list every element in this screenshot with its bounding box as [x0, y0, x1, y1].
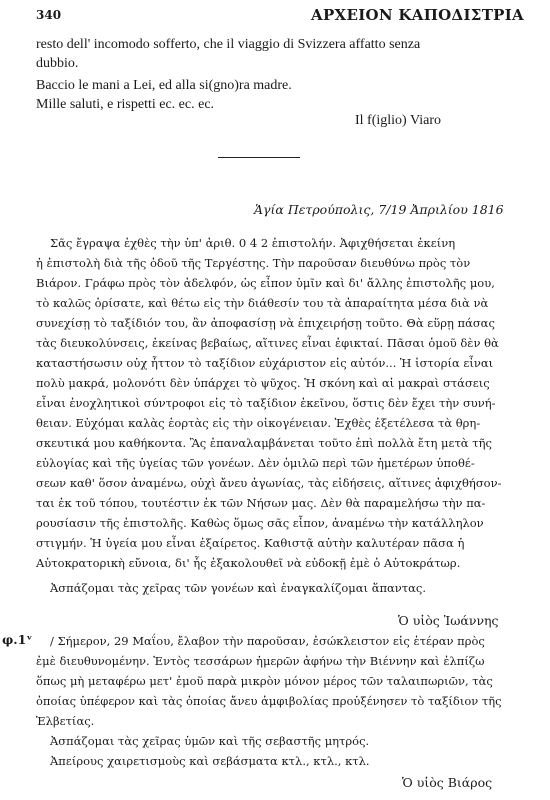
page-header — [36, 6, 524, 26]
text-line: Baccio le mani a Lei, ed alla si(gno)ra madre. — [36, 78, 292, 93]
text-line: Ἀσπάζομαι τὰς χεῖρας τῶν γονέων καὶ ἐναγκαλίζομαι ἅπαντας. — [50, 581, 427, 595]
text-line: Ἀπείρους χαιρετισμοὺς καὶ σεβάσματα κτλ., κτλ., κτλ. — [50, 754, 370, 768]
text-line: εἶναι ἐνοχλητικοὶ σύντροφοι εἰς τὸ ταξίδιον ἐκεῖνου, ὅστις δὲν ἔχει τὴν συνή- — [36, 396, 496, 410]
text-line: Ἑλβετίας. — [36, 714, 95, 728]
section-divider — [218, 157, 300, 158]
signature: Il f(iglio) Viaro — [355, 113, 441, 128]
text-line: πολὺ μακρά, μολονότι δὲν ὑπάρχει τὸ ψῦχος. Ἡ σκόνη καὶ αἱ μακραὶ στάσεις — [36, 376, 490, 390]
text-line: σκευτικά μου καθήκοντα. Ἂς ἐπαναλαμβάνεται τοῦτο ἐπὶ πολλὰ ἔτη μετὰ τῆς — [36, 436, 492, 450]
text-line: εὐλογίας καὶ τῆς ὑγείας τῶν γονέων. Δὲν ὁμιλῶ περὶ τῶν ἡμετέρων ὑποθέ- — [36, 456, 475, 470]
text-line: τὸ καλῶς ὁρίσατε, καὶ θέτω εἰς τὴν διάθεσίν του τὰ ἀπαραίτητα μέσα διὰ νὰ — [36, 296, 489, 310]
dateline: Ἁγία Πετρούπολις, 7/19 Ἀπριλίου 1816 — [254, 202, 504, 217]
text-line: resto dell' incomodo sofferto, che il viaggio di Svizzera affatto senza — [36, 37, 421, 52]
text-line: ὁποίας ὑπέφερον καὶ τὰς ὁποίας ἄνευ ἀμφιβολίας προὐξένησεν τὸ ταξίδιον τῆς — [36, 694, 502, 708]
running-title: ΑΡΧΕΙΟΝ ΚΑΠΟΔΙΣΤΡΙΑ — [311, 6, 524, 24]
signature: Ὁ υἱὸς Ἰωάννης — [398, 613, 499, 628]
signature: Ὁ υἱὸς Βιάρος — [402, 775, 493, 790]
text-line: / Σήμερον, 29 Μαΐου, ἔλαβον τὴν παροῦσαν, ἐσώκλειστον εἰς ἑτέραν πρὸς — [50, 634, 485, 648]
text-line: ἡ ἐπιστολὴ διὰ τῆς ὁδοῦ τῆς Τεργέστης. Τὴν παροῦσαν διευθύνω πρὸς τὸν — [36, 256, 471, 270]
text-line: dubbio. — [36, 56, 79, 71]
text-line: θειαν. Εὐχόμαι καλὰς ἑορτὰς εἰς τὴν οἰκογένειαν. Ἐχθὲς ἐξετέλεσα τὰ θρη- — [36, 416, 481, 430]
text-line: καταστήσωσιν οὐχ ἧττον τὸ ταξίδιον εὐχάριστον εἰς αὐτόν... Ἡ ἱστορία εἶναι — [36, 356, 494, 370]
folio-marker: φ.1ᵛ — [2, 632, 33, 647]
text-line: ὅπως μὴ μεταφέρω μετ' ἐμοῦ παρὰ μικρὸν μόνον μέρος τῶν ταλαιπωριῶν, τὰς — [36, 674, 493, 688]
page-number: 340 — [36, 8, 62, 22]
text-line: στιγμήν. Ἡ ὑγεία μου εἶναι ἐξαίρετος. Καθιστᾷ αὐτὴν καλυτέραν πᾶσα ἡ — [36, 536, 465, 550]
text-line: ρουσίασιν τῆς ἐπιστολῆς. Καθὼς ὅμως σᾶς εἶπον, ἀναμένω τὴν κατάλληλον — [36, 516, 484, 530]
text-line: Ἀσπάζομαι τὰς χεῖρας ὑμῶν καὶ τῆς σεβαστῆς μητρός. — [50, 734, 370, 748]
text-line: Βιάρον. Γράφω πρὸς τὸν ἀδελφόν, ὡς εἶπον ὑμῖν καὶ δι' ἄλλης ἐπιστολῆς μου, — [36, 276, 495, 290]
text-line: Σᾶς ἔγραψα ἐχθὲς τὴν ὑπ' ἀριθ. 0 4 2 ἐπιστολήν. Ἀφιχθήσεται ἐκείνη — [50, 236, 456, 250]
text-line: συνεχίσῃ τὸ ταξίδιόν του, ἂν ἀποφασίσῃ νὰ ἐπιχειρήσῃ τοῦτο. Θὰ εὕρῃ πάσας — [36, 316, 495, 330]
text-line: ται ἐκ τοῦ τόπου, τουτέστιν ἐκ τῶν Νήσων μας. Δὲν θὰ παραμελήσω τὴν πα- — [36, 496, 486, 510]
text-line: τὰς διευκολύνσεις, ἐκείνας βεβαίως, αἵτινες εἶναι ἐφικταί. Πᾶσαι ὁμοῦ δὲν θὰ — [36, 336, 499, 350]
text-line: Mille saluti, e rispetti ec. ec. ec. — [36, 97, 215, 112]
text-line: Αὐτοκρατορικὴ εὔνοια, δι' ἧς ἐξακολουθεῖ νὰ εὐδοκῇ ἐμὲ ὁ Αὐτοκράτωρ. — [36, 556, 461, 570]
text-line: ἐμὲ διευθυνομένην. Ἐντὸς τεσσάρων ἡμερῶν ἀφήνω τὴν Βιέννην καὶ ἐλπίζω — [36, 654, 485, 668]
text-line: σεων καθ' ὅσον ἀναμένω, οὐχὶ ἄνευ ἀγωνίας, τὰς εἰδήσεις, αἵτινες ἀφιχθήσον- — [36, 476, 502, 490]
